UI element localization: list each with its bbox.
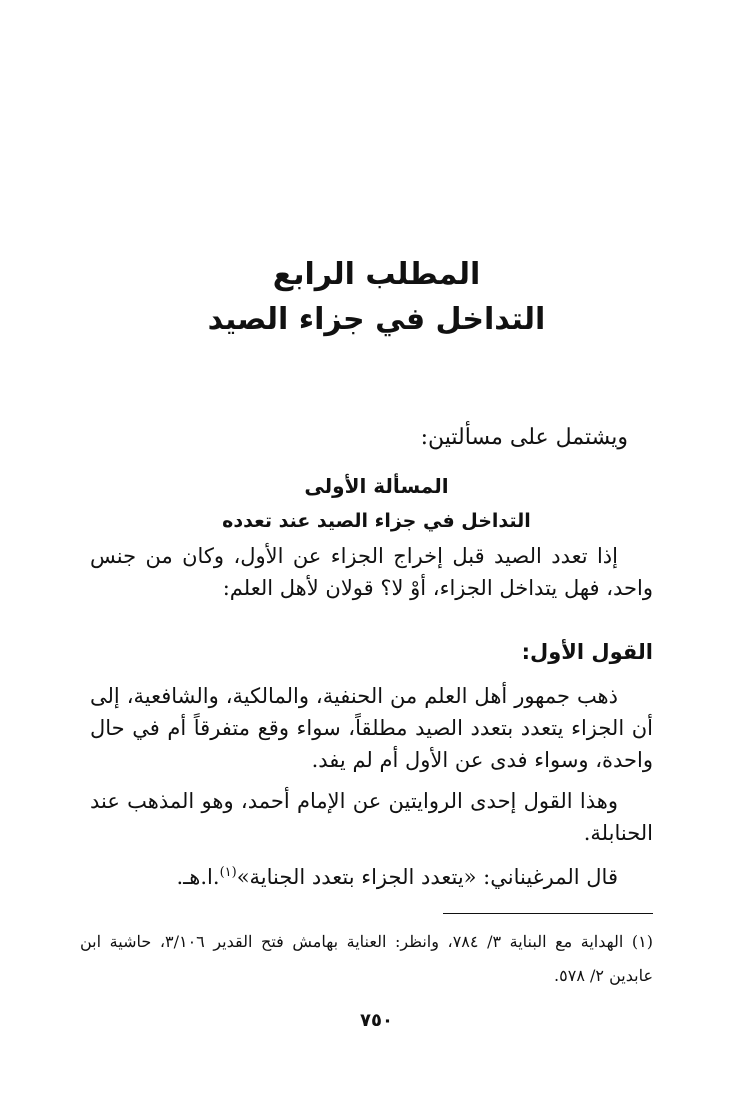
page-number: ٧٥٠ bbox=[360, 1010, 393, 1031]
quote-text: قال المرغيناني: «يتعدد الجزاء بتعدد الجناية» bbox=[236, 865, 618, 889]
opinion-paragraph-1: ذهب جمهور أهل العلم من الحنفية، والمالكية، والشافعية، إلى أن الجزاء يتعدد بتعدد الصيد مطلقاً، سواء وقع متفرقاً أم في حال واحدة، وسواء فدى عن الأول أم لم يفد. bbox=[90, 684, 653, 772]
section-heading: المطلب الرابع bbox=[272, 257, 481, 292]
intro-text: ويشتمل على مسألتين: bbox=[420, 425, 628, 450]
issue-heading: المسألة الأولى bbox=[304, 474, 449, 498]
footnote-reference: (١) bbox=[219, 865, 237, 880]
opinion-heading: القول الأول: bbox=[521, 640, 653, 664]
section-title: التداخل في جزاء الصيد bbox=[207, 302, 546, 337]
quote-paragraph bbox=[90, 857, 653, 893]
issue-subtitle: التداخل في جزاء الصيد عند تعدده bbox=[222, 510, 531, 532]
opinion-paragraph-2: وهذا القول إحدى الروايتين عن الإمام أحمد، وهو المذهب عند الحنابلة. bbox=[90, 789, 653, 845]
quote-end: .ا.هـ. bbox=[176, 865, 220, 889]
footnote-divider bbox=[443, 913, 653, 914]
footnote: (١) الهداية مع البناية ٣/ ٧٨٤، وانظر: العناية بهامش فتح القدير ٣/١٠٦، حاشية ابن عابدين ٢/ ٥٧٨. bbox=[80, 932, 654, 985]
issue-paragraph: إذا تعدد الصيد قبل إخراج الجزاء عن الأول، وكان من جنس واحد، فهل يتداخل الجزاء، أوْ لا؟ قولان لأهل العلم: bbox=[90, 544, 653, 600]
